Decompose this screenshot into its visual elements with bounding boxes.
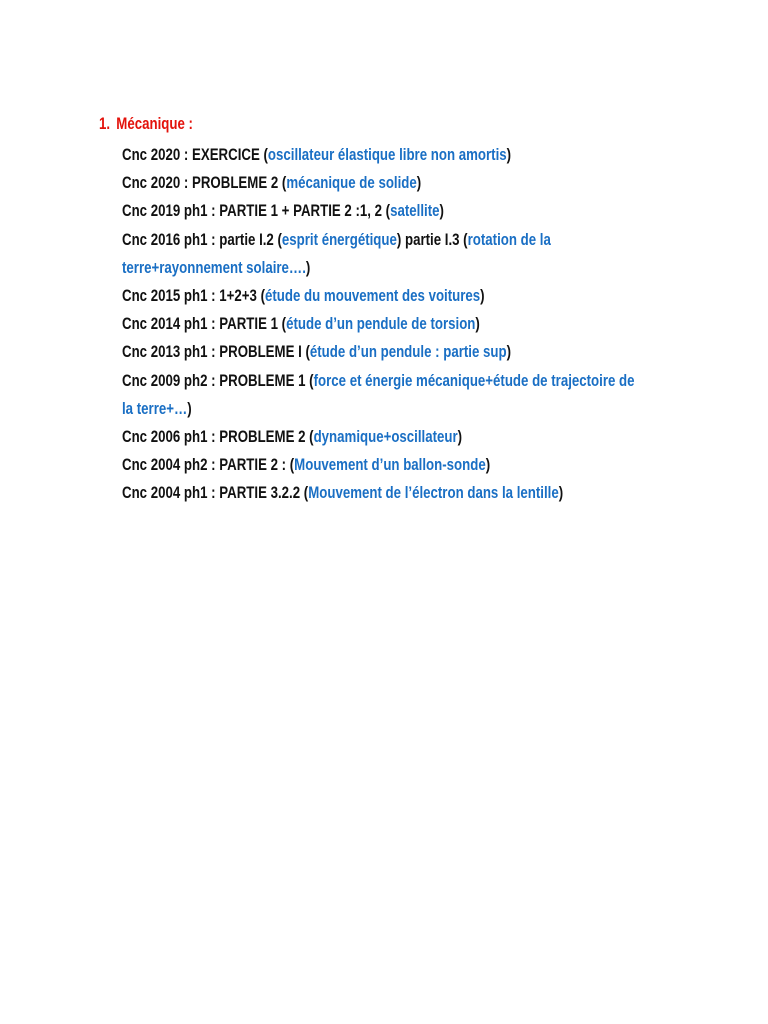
topic-text: satellite — [390, 201, 440, 221]
line-text: Cnc 2015 ph1 : 1+2+3 ( — [122, 286, 265, 306]
section-number: 1. — [99, 114, 111, 133]
line-text: Cnc 2016 ph1 : partie I.2 ( — [122, 229, 282, 249]
topic-text: Mouvement d’un ballon-sonde — [294, 455, 486, 475]
line-text: Cnc 2009 ph2 : PROBLEME 1 ( — [122, 370, 314, 390]
list-line — [122, 338, 652, 366]
topic-text: esprit énergétique — [281, 229, 397, 249]
topic-text: force et énergie mécanique+étude de trajectoire de — [313, 370, 635, 390]
line-text: Cnc 2020 : PROBLEME 2 ( — [122, 173, 287, 193]
list-line — [122, 169, 652, 197]
topic-text: étude du mouvement des voitures — [264, 286, 481, 306]
line-text: ) partie I.3 ( — [396, 229, 468, 249]
line-text: ) — [558, 483, 564, 503]
topic-text: rotation de la — [467, 229, 551, 249]
line-text: ) — [480, 286, 485, 306]
line-text: Cnc 2019 ph1 : PARTIE 1 + PARTIE 2 :1, 2 ( — [122, 201, 391, 221]
line-text: Cnc 2014 ph1 : PARTIE 1 ( — [122, 314, 287, 334]
line-text: Cnc 2004 ph1 : PARTIE 3.2.2 ( — [122, 483, 309, 503]
line-text: ) — [485, 455, 491, 475]
section-title: Mécanique : — [116, 114, 193, 133]
line-text: ) — [439, 201, 444, 221]
list-line — [122, 423, 652, 451]
topic-text: terre+rayonnement solaire…. — [122, 257, 306, 277]
line-text: ) — [457, 427, 463, 447]
line-text: ) — [187, 398, 192, 418]
exam-reference-list — [122, 141, 652, 508]
section-heading — [99, 113, 193, 135]
list-line-continuation — [122, 254, 652, 282]
topic-text: dynamique+oscillateur — [313, 427, 458, 447]
list-line — [122, 451, 652, 479]
list-line — [122, 367, 652, 395]
topic-text: mécanique de solide — [286, 173, 417, 193]
topic-text: oscillateur élastique libre non amortis — [267, 145, 507, 164]
topic-text: Mouvement de l’électron dans la lentille — [308, 483, 559, 503]
line-text: ) — [416, 173, 422, 193]
list-line — [122, 282, 652, 310]
line-text: Cnc 2004 ph2 : PARTIE 2 : ( — [122, 455, 295, 475]
topic-text: étude d’un pendule de torsion — [286, 314, 476, 334]
list-line — [122, 479, 652, 507]
topic-text: la terre+… — [122, 398, 188, 418]
list-line — [122, 141, 652, 169]
line-text: Cnc 2013 ph1 : PROBLEME I ( — [122, 342, 310, 362]
topic-text: étude d’un pendule : partie sup — [309, 342, 507, 362]
line-text: Cnc 2006 ph1 : PROBLEME 2 ( — [122, 427, 314, 447]
list-line-continuation — [122, 395, 652, 423]
line-text: ) — [305, 257, 311, 277]
list-line — [122, 226, 652, 254]
list-line — [122, 310, 652, 338]
line-text: ) — [506, 342, 512, 362]
line-text: ) — [506, 145, 512, 164]
list-line — [122, 197, 652, 225]
line-text: ) — [475, 314, 480, 334]
line-text: Cnc 2020 : EXERCICE ( — [122, 145, 268, 164]
